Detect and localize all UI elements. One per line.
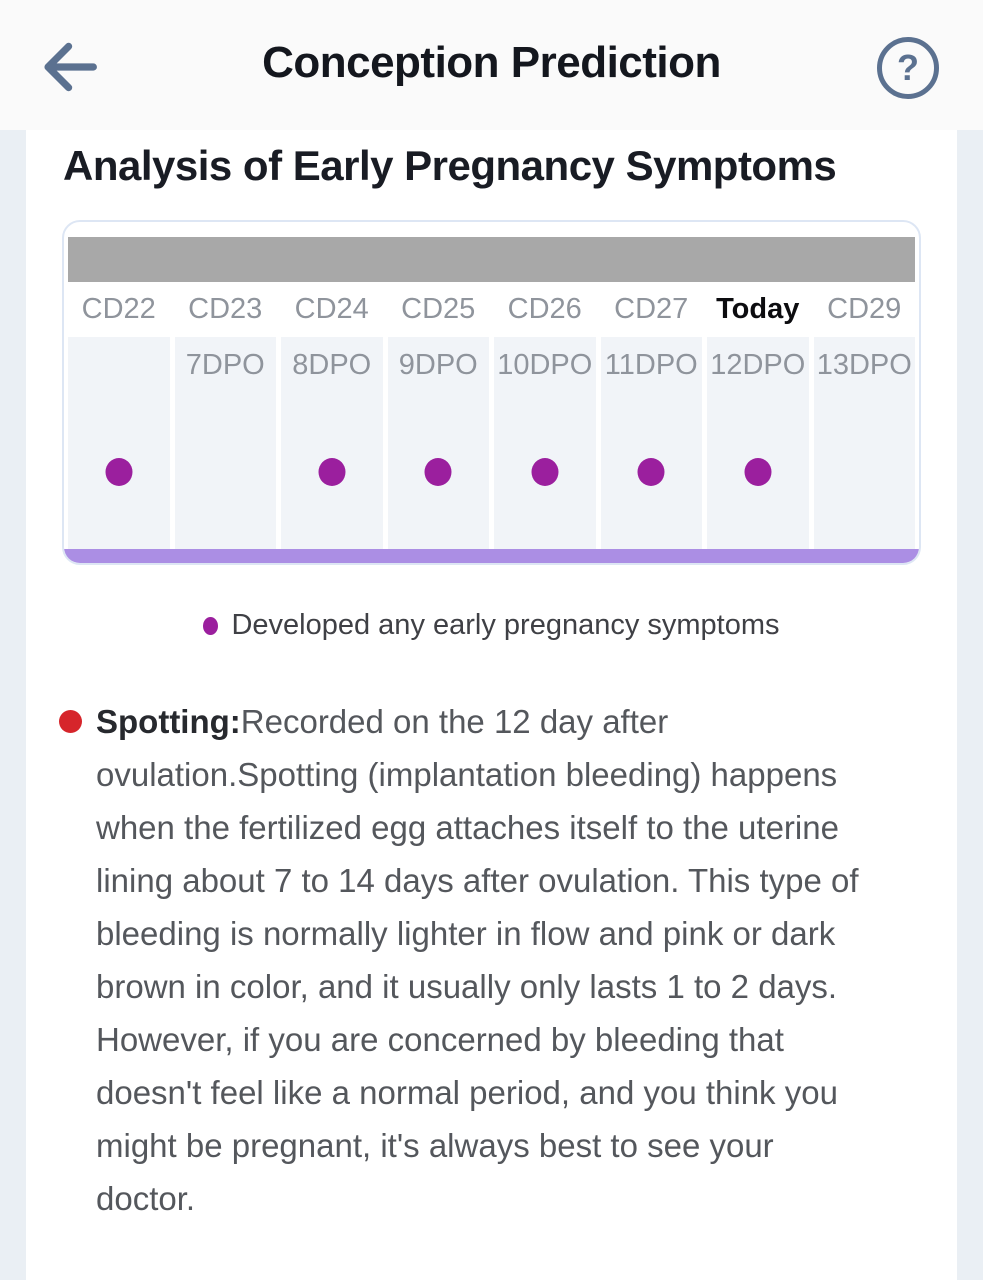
dpo-label: 12DPO [710,349,806,381]
day-label: CD22 [81,293,156,325]
legend-label: Developed any early pregnancy symptoms [231,609,780,641]
symptom-dot-icon [203,617,218,635]
symptom-dot-icon [744,458,771,486]
day-label-today: Today [716,293,800,325]
period-indicator-bar [64,549,919,563]
phase-indicator-bar [68,237,915,282]
chart-column [707,337,809,549]
day-label: CD27 [614,293,689,325]
chart-column [814,337,916,549]
dpo-label: 11DPO [604,349,698,381]
symptom-dot-icon [531,458,558,486]
symptom-dot-icon [105,458,132,486]
help-button[interactable] [877,37,939,99]
day-label: CD25 [401,293,476,325]
symptom-chart-card [62,220,921,565]
dpo-label: 7DPO [185,349,265,381]
chart-column [601,337,703,549]
symptom-note-text [96,695,878,1225]
symptom-note-body: Recorded on the 12 day after ovulation.Spotting (implantation bleeding) happens when the fertilized egg attaches itself to the uterine lining about 7 to 14 days after ovulation. This type of bleeding is normally lighter in flow and pink or dark brown in color, and it usually only lasts 1 to 2 days. However, if you are concerned by bleeding that doesn't feel like a normal period, and you think you might be pregnant, it's always best to see your doctor. [96,703,859,1217]
day-label: CD24 [294,293,369,325]
dpo-label: 10DPO [497,349,593,381]
symptom-note-label: Spotting: [96,703,241,740]
chart-column [68,337,170,549]
chart-column [175,337,277,549]
dpo-label: 8DPO [292,349,372,381]
day-label-row [68,282,915,337]
symptom-dot-icon [638,458,665,486]
day-label: CD29 [827,293,902,325]
app-header [0,0,983,130]
symptom-dot-icon [318,458,345,486]
symptom-note [59,695,957,1225]
chart-legend [26,609,957,642]
spotting-bullet-icon [59,710,82,733]
content-panel [26,130,957,1280]
section-heading: Analysis of Early Pregnancy Symptoms [63,142,837,189]
chart-columns [68,337,915,549]
chart-column [388,337,490,549]
page-title: Conception Prediction [262,38,721,87]
day-label: CD26 [507,293,582,325]
day-label: CD23 [188,293,263,325]
dpo-label: 13DPO [816,349,912,381]
dpo-label: 9DPO [398,349,478,381]
question-mark-icon: ? [897,47,919,88]
chart-column [494,337,596,549]
symptom-dot-icon [425,458,452,486]
chart-column [281,337,383,549]
